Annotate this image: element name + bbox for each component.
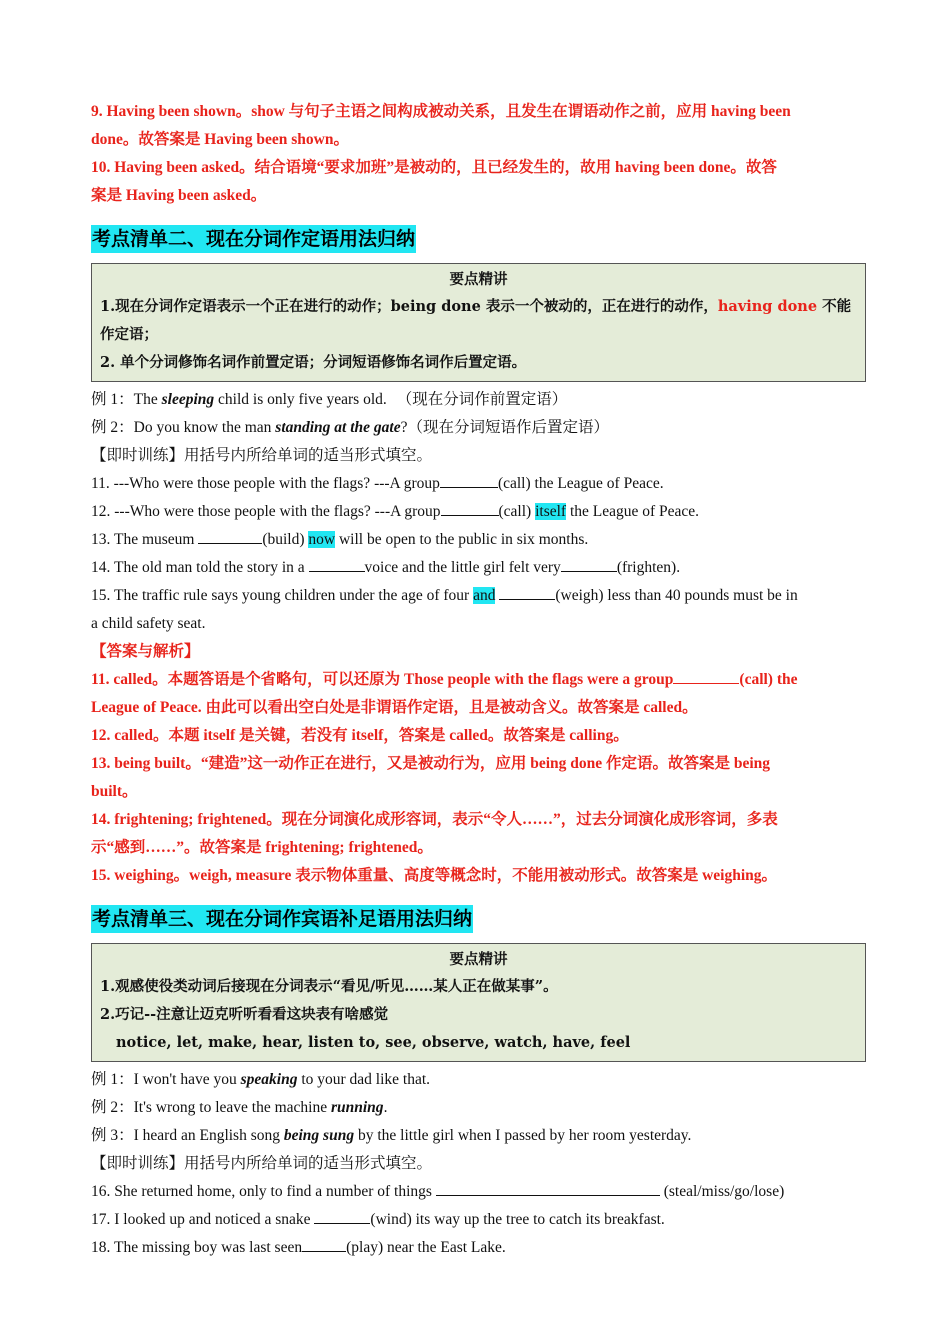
section2-heading: 考点清单二、现在分词作定语用法归纳 [91,225,416,253]
answer-blank [673,668,739,684]
answer-blank[interactable] [440,472,498,488]
answer-14-line-2: 示“感到……”。故答案是 frightening; frightened。 [91,839,433,856]
example-label: 例 2： [91,1099,134,1116]
answer-blank[interactable] [302,1236,346,1252]
section2-box-title: 要点精讲 [449,271,508,288]
section2-key-points-box [91,263,866,382]
question-15 [91,582,866,610]
question-text: (frighten). [616,559,681,576]
question-text: 14. The old man told the story in a [91,559,309,576]
section3-heading-wrap [91,899,866,939]
question-14 [91,554,866,582]
example-note: （现在分词短语作后置定语） [407,419,609,436]
highlighted-word: and [473,587,496,604]
question-18 [91,1234,866,1262]
example-label: 例 3： [91,1127,134,1144]
example-text: I won't have you [133,1071,241,1088]
answer-text: 11. called。本题答语是个省略句，可以还原为 Those people with the flags were a group [91,671,674,688]
example-label: 例 1： [91,391,134,408]
answer-14-line-1: 14. frightening; frightened。现在分词演化成形容词，表示“令人……”，过去分词演化成形容词，多表 [91,811,778,828]
section3-box-title: 要点精讲 [449,951,508,968]
section3-key-points-box [91,943,866,1062]
example-emphasis: running [330,1099,384,1116]
question-11 [91,470,866,498]
answer-blank[interactable] [309,556,365,572]
example-note: （现在分词作前置定语） [396,391,568,408]
section3-point-2: 2.巧记--注意让迈克听听看看这块表有啥感觉 [100,1006,389,1023]
answer-13-line-1: 13. being built。“建造”这一动作正在进行，又是被动行为，应用 being done 作定语。故答案是 being [91,755,771,772]
section3-point-3: notice, let, make, hear, listen to, see, observe, watch, have, feel [116,1034,631,1051]
answer-blank[interactable] [198,528,262,544]
answer-11-line-1 [91,666,866,694]
answer-12: 12. called。本题 itself 是关键，若没有 itself，答案是 called。故答案是 calling。 [91,727,629,744]
example-emphasis: speaking [240,1071,298,1088]
section3-practice-title: 【即时训练】用括号内所给单词的适当形式填空。 [91,1155,433,1172]
question-12 [91,498,866,526]
document-page [91,98,866,1262]
example-text: It's wrong to leave the machine [133,1099,331,1116]
question-16 [91,1178,866,1206]
question-text: 12. ---Who were those people with the flags? ---A group [91,503,441,520]
answer-10-line-2: 案是 Having been asked。 [91,187,267,204]
question-text: the League of Peace. [566,503,700,520]
section3-example-1 [91,1066,866,1094]
highlighted-word: now [308,531,336,548]
answer-text: (call) the [739,671,798,688]
question-text: (wind) its way up the tree to catch its breakfast. [370,1211,665,1228]
answer-blank[interactable] [561,556,617,572]
example-text: by the little girl when I passed by her room yesterday. [354,1127,692,1144]
question-text: (weigh) less than 40 pounds must be in [555,587,798,604]
answer-blank[interactable] [314,1208,370,1224]
section2-practice-title: 【即时训练】用括号内所给单词的适当形式填空。 [91,447,433,464]
section2-point-1 [100,293,857,321]
answer-blank[interactable] [499,584,555,600]
section3-example-2 [91,1094,866,1122]
answer-11-line-2: League of Peace. 由此可以看出空白处是非谓语作定语，且是被动含义。故答案是 called。 [91,699,698,716]
answers-title: 【答案与解析】 [91,643,200,660]
example-emphasis: sleeping [161,391,215,408]
question-text: 16. She returned home, only to find a number of things [91,1183,436,1200]
example-label: 例 1： [91,1071,134,1088]
point1-text: 1.现在分词作定语表示一个正在进行的动作；being done 表示一个被动的，正在进行的动作， [100,298,718,315]
section3-heading: 考点清单三、现在分词作宾语补足语用法归纳 [91,905,473,933]
section2-heading-wrap [91,219,866,259]
section2-point-1-cont: 作定语； [100,326,158,343]
example-text: child is only five years old. [214,391,387,408]
example-emphasis: being sung [283,1127,355,1144]
answer-15: 15. weighing。weigh, measure 表示物体重量、高度等概念时，不能用被动形式。故答案是 weighing。 [91,867,778,884]
highlighted-word: itself [535,503,567,520]
question-15-cont: a child safety seat. [91,615,206,632]
question-text: (call) [498,503,536,520]
answer-9-line-2: done。故答案是 Having been shown。 [91,131,349,148]
point1-red-text: having done [717,298,818,315]
answer-9-line-1: 9. Having been shown。show 与句子主语之间构成被动关系，且发生在谓语动作之前，应用 having been [91,103,791,120]
question-text: voice and the little girl felt very [364,559,561,576]
question-text: 18. The missing boy was last seen [91,1239,303,1256]
question-text: 17. I looked up and noticed a snake [91,1211,315,1228]
section3-example-3 [91,1122,866,1150]
question-text: (play) near the East Lake. [346,1239,506,1256]
example-text: . [383,1099,388,1116]
question-text: (steal/miss/go/lose) [659,1183,785,1200]
example-text: Do you know the man [133,419,276,436]
section2-point-2: 2. 单个分词修饰名词作前置定语；分词短语修饰名词作后置定语。 [100,354,527,371]
answer-10-line-1: 10. Having been asked。结合语境“要求加班”是被动的，且已经发生的，故用 having been done。故答 [91,159,777,176]
answer-13-line-2: built。 [91,783,138,800]
example-text: ? [400,419,408,436]
question-text: (call) the League of Peace. [497,475,664,492]
answer-blank[interactable] [436,1180,660,1196]
question-text: 15. The traffic rule says young children under the age of four [91,587,474,604]
section3-point-1: 1.观感使役类动词后接现在分词表示“看见/听见……某人正在做某事”。 [100,978,558,995]
example-emphasis: standing at the gate [275,419,401,436]
example-label: 例 2： [91,419,134,436]
answer-blank[interactable] [441,500,499,516]
question-17 [91,1206,866,1234]
example-text: to your dad like that. [297,1071,431,1088]
example-text: I heard an English song [133,1127,284,1144]
question-13 [91,526,866,554]
section2-example-2 [91,414,866,442]
question-text: will be open to the public in six months. [335,531,589,548]
point1-text-end: 不能 [817,298,852,315]
question-text: 11. ---Who were those people with the flags? ---A group [91,475,440,492]
question-text: 13. The museum [91,531,199,548]
question-text: (build) [262,531,309,548]
section2-example-1 [91,386,866,414]
example-text: The [133,391,162,408]
